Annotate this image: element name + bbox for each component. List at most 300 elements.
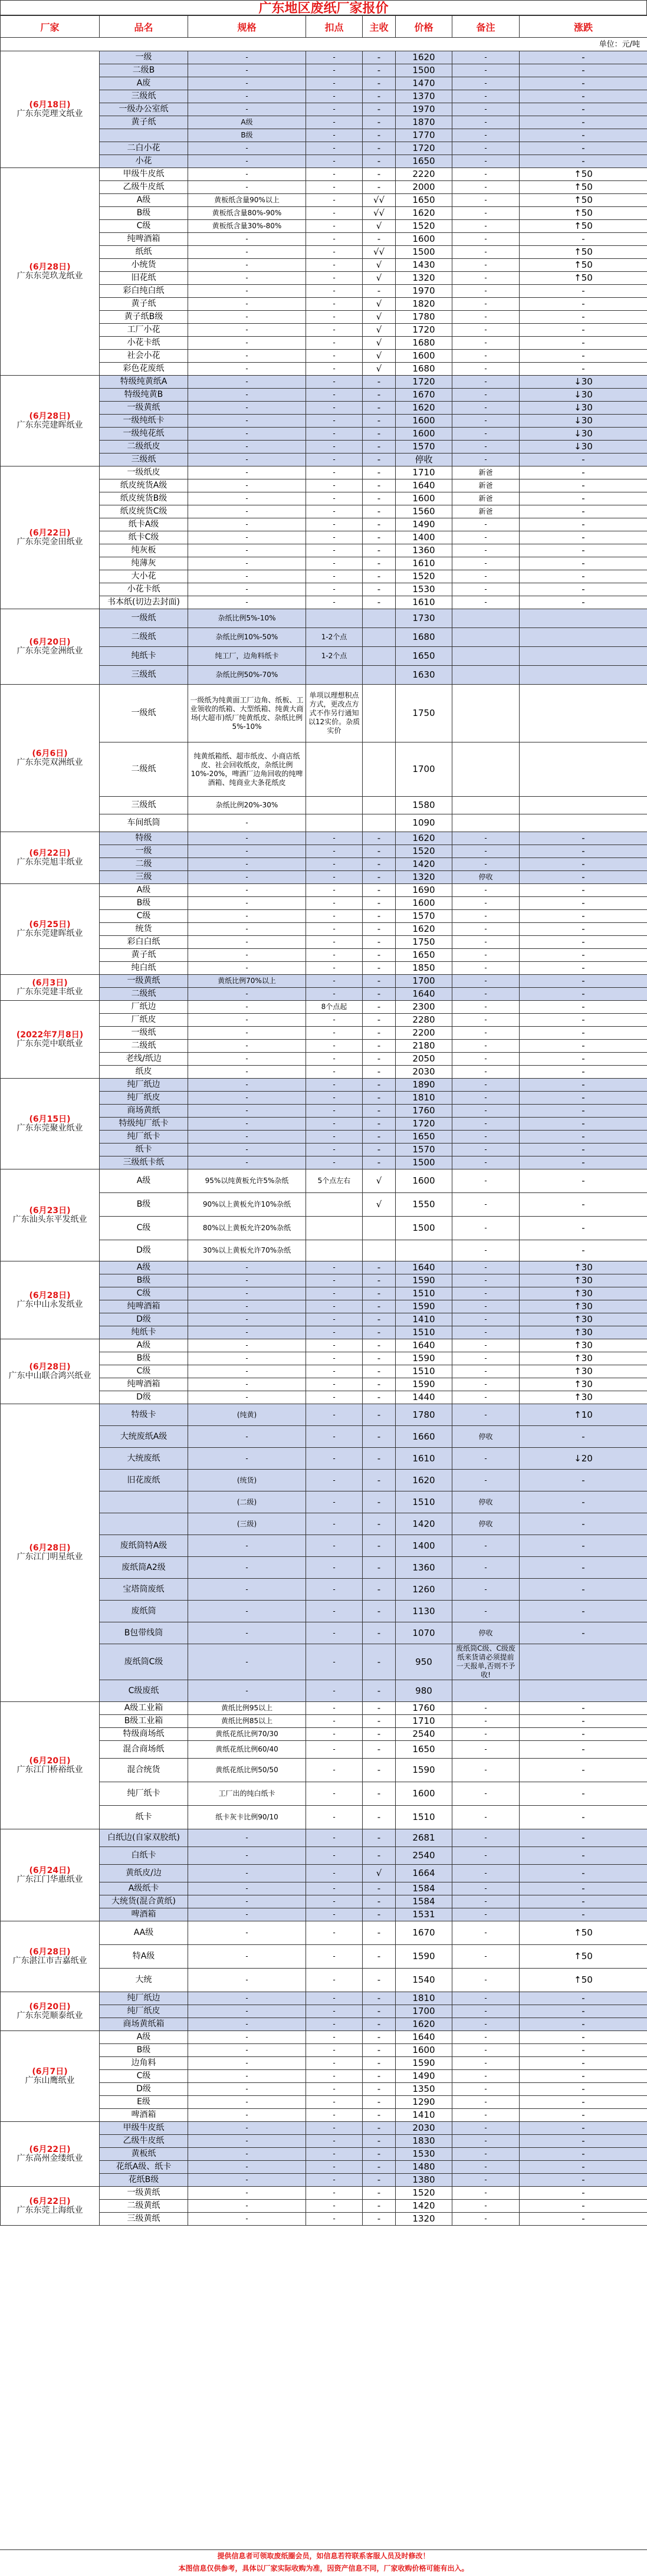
cell-spec: -	[188, 1118, 306, 1131]
cell-item: E级	[100, 2096, 188, 2109]
cell-item: 商场黄纸	[100, 1105, 188, 1118]
cell-main: √√	[363, 207, 396, 220]
cell-chg	[520, 666, 647, 685]
cell-spec: A级	[188, 116, 306, 129]
company-cell	[1, 884, 100, 975]
cell-chg: -	[520, 1759, 647, 1782]
cell-main: -	[363, 1741, 396, 1759]
table-row	[1, 2122, 647, 2135]
cell-chg: -	[520, 2070, 647, 2083]
cell-main: -	[363, 1782, 396, 1806]
cell-price: 1760	[396, 1702, 452, 1715]
company-date: (6月28日)	[29, 1947, 71, 1957]
cell-item: 一级纸	[100, 609, 188, 628]
cell-main: -	[363, 2200, 396, 2213]
cell-spec: -	[188, 1426, 306, 1448]
cell-deduct: -	[306, 376, 363, 389]
cell-note: -	[452, 1908, 520, 1921]
cell-main: -	[363, 1680, 396, 1702]
cell-item: 二级B	[100, 64, 188, 77]
cell-spec: -	[188, 845, 306, 858]
cell-spec: -	[188, 1969, 306, 1992]
cell-main: √	[363, 350, 396, 363]
cell-note: 停收	[452, 1491, 520, 1513]
cell-main: -	[363, 2083, 396, 2096]
cell-chg: -	[520, 1806, 647, 1829]
cell-price: 1650	[396, 1741, 452, 1759]
cell-deduct: -	[306, 1014, 363, 1027]
cell-main: -	[363, 1908, 396, 1921]
cell-item: 书本纸(切边去封面)	[100, 596, 188, 609]
cell-price: 1530	[396, 2148, 452, 2161]
cell-chg: -	[520, 103, 647, 116]
cell-note: -	[452, 454, 520, 466]
cell-deduct: -	[306, 1156, 363, 1169]
cell-item: 统货	[100, 923, 188, 936]
cell-main	[363, 797, 396, 814]
cell-chg: -	[520, 1079, 647, 1092]
cell-spec: -	[188, 1378, 306, 1391]
cell-main: -	[363, 2096, 396, 2109]
cell-note: -	[452, 2109, 520, 2122]
cell-main: -	[363, 2018, 396, 2031]
cell-item: 三级纸	[100, 666, 188, 685]
cell-deduct: -	[306, 1882, 363, 1895]
cell-main: √	[363, 311, 396, 324]
cell-deduct: -	[306, 1806, 363, 1829]
cell-deduct: -	[306, 298, 363, 311]
cell-main: -	[363, 479, 396, 492]
cell-price: 停收	[396, 454, 452, 466]
cell-note: -	[452, 220, 520, 233]
cell-spec: -	[188, 1105, 306, 1118]
cell-deduct: -	[306, 557, 363, 570]
cell-chg: -	[520, 845, 647, 858]
table-row	[1, 1921, 647, 1945]
cell-chg: -	[520, 1741, 647, 1759]
cell-deduct: -	[306, 1027, 363, 1040]
cell-main: -	[363, 596, 396, 609]
table-row	[1, 884, 647, 897]
cell-main: -	[363, 975, 396, 988]
cell-deduct: -	[306, 142, 363, 155]
cell-spec: -	[188, 1535, 306, 1557]
cell-spec: -	[188, 2135, 306, 2148]
cell-item: 二级黄纸	[100, 2200, 188, 2213]
cell-deduct: -	[306, 2083, 363, 2096]
cell-deduct: -	[306, 923, 363, 936]
cell-chg: -	[520, 1105, 647, 1118]
cell-main: -	[363, 1001, 396, 1014]
cell-main: -	[363, 441, 396, 454]
cell-item: 纸卡C级	[100, 531, 188, 544]
cell-note: -	[452, 1470, 520, 1491]
cell-spec: -	[188, 910, 306, 923]
cell-chg: -	[520, 2174, 647, 2187]
cell-main: -	[363, 155, 396, 168]
cell-item: 纯纸卡	[100, 647, 188, 666]
cell-deduct: -	[306, 155, 363, 168]
cell-chg: -	[520, 1066, 647, 1079]
cell-spec: -	[188, 1014, 306, 1027]
cell-item: 纸卡A级	[100, 518, 188, 531]
cell-price: 1810	[396, 1992, 452, 2005]
cell-spec: -	[188, 246, 306, 259]
cell-item: A级	[100, 1169, 188, 1193]
company-name: 广东东莞上海纸业	[17, 2205, 83, 2215]
cell-main	[363, 647, 396, 666]
cell-price: 1720	[396, 142, 452, 155]
cell-note: -	[452, 233, 520, 246]
cell-spec: 黄纸比例95以上	[188, 1702, 306, 1715]
cell-price: 1400	[396, 531, 452, 544]
cell-spec: -	[188, 1326, 306, 1339]
cell-note: -	[452, 350, 520, 363]
cell-spec: -	[188, 570, 306, 583]
cell-price: 1610	[396, 1448, 452, 1470]
cell-note: -	[452, 2122, 520, 2135]
table-row	[1, 1829, 647, 1847]
cell-price: 1360	[396, 1557, 452, 1579]
cell-spec: -	[188, 1274, 306, 1287]
cell-note: -	[452, 90, 520, 103]
cell-spec: -	[188, 103, 306, 116]
cell-note: -	[452, 311, 520, 324]
cell-main: -	[363, 1053, 396, 1066]
cell-spec: -	[188, 389, 306, 402]
company-cell	[1, 2122, 100, 2187]
company-date: (6月20日)	[29, 637, 71, 647]
cell-chg: -	[520, 949, 647, 962]
page-title: 广东地区废纸厂家报价	[0, 0, 647, 15]
cell-price: 1600	[396, 1169, 452, 1193]
cell-chg: ↑30	[520, 1287, 647, 1300]
cell-main: -	[363, 505, 396, 518]
cell-spec: -	[188, 1365, 306, 1378]
cell-item: 纯厂纸边	[100, 1992, 188, 2005]
cell-item: 纯灰板	[100, 544, 188, 557]
header-row	[1, 16, 647, 38]
company-date: (6月28日)	[29, 1543, 71, 1553]
cell-chg: ↓30	[520, 389, 647, 402]
cell-item: 纯纸卡	[100, 1326, 188, 1339]
cell-main	[363, 609, 396, 628]
cell-price: 1750	[396, 685, 452, 742]
cell-price: 1690	[396, 884, 452, 897]
cell-item: D级	[100, 2083, 188, 2096]
cell-deduct: -	[306, 1105, 363, 1118]
cell-chg: -	[520, 1557, 647, 1579]
cell-note: -	[452, 1702, 520, 1715]
cell-price: 1570	[396, 441, 452, 454]
cell-price: 1490	[396, 2070, 452, 2083]
cell-deduct: -	[306, 1144, 363, 1156]
cell-item: 大统废纸	[100, 1448, 188, 1470]
cell-deduct: -	[306, 988, 363, 1001]
cell-price: 1970	[396, 285, 452, 298]
cell-item: 纸皮统货A级	[100, 479, 188, 492]
cell-spec: -	[188, 1066, 306, 1079]
cell-deduct: -	[306, 363, 363, 376]
cell-main: -	[363, 389, 396, 402]
cell-item: 三级	[100, 871, 188, 884]
cell-price: 1760	[396, 1105, 452, 1118]
cell-note: -	[452, 2187, 520, 2200]
company-name: 广东东莞顺泰纸业	[17, 2010, 83, 2020]
cell-main: -	[363, 77, 396, 90]
cell-price: 1370	[396, 90, 452, 103]
cell-price: 1660	[396, 1426, 452, 1448]
table-row	[1, 1404, 647, 1426]
table-row	[1, 376, 647, 389]
cell-item: 纸卡	[100, 1144, 188, 1156]
cell-deduct: -	[306, 220, 363, 233]
cell-chg	[520, 1644, 647, 1680]
cell-spec: -	[188, 337, 306, 350]
cell-chg: -	[520, 1027, 647, 1040]
cell-item: A级	[100, 884, 188, 897]
cell-spec: -	[188, 1001, 306, 1014]
cell-spec: -	[188, 77, 306, 90]
company-name: 广东东莞建晖纸业	[17, 420, 83, 430]
cell-item: 二级纸	[100, 988, 188, 1001]
cell-price: 1600	[396, 897, 452, 910]
cell-deduct: -	[306, 1313, 363, 1326]
cell-item: 一级纸皮	[100, 466, 188, 479]
cell-main: -	[363, 962, 396, 975]
cell-item: C级	[100, 220, 188, 233]
company-name: 广东中山永发纸业	[17, 1299, 83, 1309]
table-row	[1, 1992, 647, 2005]
cell-chg: -	[520, 2135, 647, 2148]
cell-chg: -	[520, 479, 647, 492]
cell-deduct: -	[306, 1448, 363, 1470]
cell-price: 1640	[396, 479, 452, 492]
cell-note: -	[452, 1715, 520, 1728]
cell-deduct: -	[306, 2148, 363, 2161]
cell-main	[363, 1217, 396, 1240]
cell-main: -	[363, 557, 396, 570]
cell-price: 1560	[396, 505, 452, 518]
cell-spec: 杂纸比例5%-10%	[188, 609, 306, 628]
company-cell	[1, 1921, 100, 1992]
cell-price: 1584	[396, 1895, 452, 1908]
cell-spec: -	[188, 858, 306, 871]
cell-note: 新爸	[452, 479, 520, 492]
cell-spec: -	[188, 1579, 306, 1601]
cell-note: -	[452, 2018, 520, 2031]
cell-chg: -	[520, 858, 647, 871]
cell-deduct: 1-2个点	[306, 628, 363, 647]
cell-note: -	[452, 936, 520, 949]
cell-price: 2540	[396, 1728, 452, 1741]
cell-note: -	[452, 2213, 520, 2226]
cell-note: -	[452, 897, 520, 910]
cell-price: 1620	[396, 832, 452, 845]
cell-price: 1750	[396, 936, 452, 949]
cell-chg: -	[520, 531, 647, 544]
cell-note: -	[452, 1313, 520, 1326]
cell-main	[363, 628, 396, 647]
cell-deduct: -	[306, 1365, 363, 1378]
cell-deduct: -	[306, 181, 363, 194]
cell-deduct: -	[306, 1992, 363, 2005]
cell-spec: -	[188, 518, 306, 531]
cell-item: 社会小花	[100, 350, 188, 363]
cell-spec: -	[188, 1053, 306, 1066]
cell-spec: -	[188, 1680, 306, 1702]
cell-note: -	[452, 845, 520, 858]
cell-chg	[520, 609, 647, 628]
cell-spec: -	[188, 259, 306, 272]
cell-chg: -	[520, 544, 647, 557]
cell-main: -	[363, 1261, 396, 1274]
cell-note: -	[452, 1217, 520, 1240]
cell-note: -	[452, 2083, 520, 2096]
cell-note: -	[452, 428, 520, 441]
cell-spec: -	[188, 1847, 306, 1865]
company-name: 广东中山联合鸿兴纸业	[8, 1371, 91, 1381]
cell-spec: -	[188, 402, 306, 415]
cell-deduct: -	[306, 1470, 363, 1491]
cell-deduct: -	[306, 103, 363, 116]
table-row	[1, 685, 647, 742]
cell-main: -	[363, 376, 396, 389]
cell-item: A级	[100, 1339, 188, 1352]
company-cell	[1, 1702, 100, 1829]
cell-main: -	[363, 2070, 396, 2083]
cell-note: -	[452, 1326, 520, 1339]
cell-main: -	[363, 51, 396, 64]
cell-price: 1590	[396, 1300, 452, 1313]
cell-price: 1720	[396, 1118, 452, 1131]
cell-chg: ↑30	[520, 1352, 647, 1365]
cell-note: -	[452, 1040, 520, 1053]
cell-note: -	[452, 116, 520, 129]
cell-item: 啤酒箱	[100, 2109, 188, 2122]
cell-deduct: -	[306, 949, 363, 962]
company-cell	[1, 832, 100, 884]
company-date: (6月22日)	[29, 848, 71, 858]
cell-spec: 杂纸比例50%-70%	[188, 666, 306, 685]
cell-item: 一级办公室纸	[100, 103, 188, 116]
cell-note: -	[452, 1352, 520, 1365]
cell-spec: -	[188, 949, 306, 962]
company-name: 广东东莞聚业纸业	[17, 1123, 83, 1133]
cell-price: 1510	[396, 1326, 452, 1339]
header-note: 备注	[452, 16, 520, 38]
cell-deduct: -	[306, 1053, 363, 1066]
cell-spec: -	[188, 51, 306, 64]
cell-spec: -	[188, 363, 306, 376]
cell-note: -	[452, 975, 520, 988]
cell-note: -	[452, 518, 520, 531]
cell-chg: -	[520, 1908, 647, 1921]
cell-spec: -	[188, 454, 306, 466]
cell-main: -	[363, 415, 396, 428]
cell-chg: ↑30	[520, 1391, 647, 1404]
cell-chg: -	[520, 2018, 647, 2031]
cell-deduct: -	[306, 2096, 363, 2109]
cell-item: 一级纯纸卡	[100, 415, 188, 428]
cell-spec: -	[188, 492, 306, 505]
company-name: 广东东莞玖龙纸业	[17, 271, 83, 281]
cell-item	[100, 1513, 188, 1535]
cell-spec: -	[188, 505, 306, 518]
cell-price: 2180	[396, 1040, 452, 1053]
cell-deduct: -	[306, 479, 363, 492]
cell-item: 纯白纸	[100, 962, 188, 975]
cell-item: 乙级牛皮纸	[100, 181, 188, 194]
cell-price: 1500	[396, 1156, 452, 1169]
cell-item: 大小花	[100, 570, 188, 583]
cell-chg: ↑30	[520, 1261, 647, 1274]
cell-main: √	[363, 259, 396, 272]
cell-note: -	[452, 272, 520, 285]
company-cell	[1, 51, 100, 168]
table-row	[1, 1702, 647, 1715]
cell-chg: -	[520, 51, 647, 64]
cell-chg: ↑30	[520, 1274, 647, 1287]
cell-main: -	[363, 871, 396, 884]
cell-price: 1540	[396, 1969, 452, 1992]
footer-notice	[0, 2549, 647, 2576]
cell-spec: -	[188, 923, 306, 936]
cell-main: -	[363, 2174, 396, 2187]
cell-price: 1830	[396, 2135, 452, 2148]
cell-spec: -	[188, 962, 306, 975]
cell-note: -	[452, 1557, 520, 1579]
cell-chg: ↑50	[520, 220, 647, 233]
company-name: 广东汕头东平发纸业	[12, 1214, 87, 1224]
cell-main: -	[363, 2044, 396, 2057]
cell-price: 1610	[396, 557, 452, 570]
cell-chg: -	[520, 936, 647, 949]
cell-chg: -	[520, 583, 647, 596]
cell-item: A级	[100, 2031, 188, 2044]
cell-chg: -	[520, 1470, 647, 1491]
cell-deduct: 单项以理想积点方式，更改点方式不作另行通知以12实价。杂质实价	[306, 685, 363, 742]
cell-main: -	[363, 923, 396, 936]
cell-note: -	[452, 1945, 520, 1969]
cell-note: -	[452, 194, 520, 207]
cell-note: -	[452, 1365, 520, 1378]
cell-spec: -	[188, 1601, 306, 1622]
cell-chg: -	[520, 285, 647, 298]
cell-price: 1320	[396, 2213, 452, 2226]
cell-item: 黄板纸	[100, 2148, 188, 2161]
cell-chg: -	[520, 1782, 647, 1806]
cell-item: A级	[100, 194, 188, 207]
cell-main: -	[363, 1579, 396, 1601]
cell-note: -	[452, 1144, 520, 1156]
table-row	[1, 168, 647, 181]
cell-spec: -	[188, 1644, 306, 1680]
company-date: (6月22日)	[29, 2196, 71, 2206]
cell-chg: -	[520, 350, 647, 363]
cell-chg	[520, 742, 647, 797]
cell-item: C级	[100, 1365, 188, 1378]
company-name: 广东山鹰纸业	[25, 2075, 75, 2085]
cell-main: √	[363, 324, 396, 337]
cell-price: 1680	[396, 628, 452, 647]
cell-spec: -	[188, 2200, 306, 2213]
cell-item: 特级纯黄B	[100, 389, 188, 402]
cell-spec: -	[188, 1339, 306, 1352]
header-main: 主收	[363, 16, 396, 38]
cell-item: 废纸筒A2级	[100, 1557, 188, 1579]
cell-main: -	[363, 142, 396, 155]
